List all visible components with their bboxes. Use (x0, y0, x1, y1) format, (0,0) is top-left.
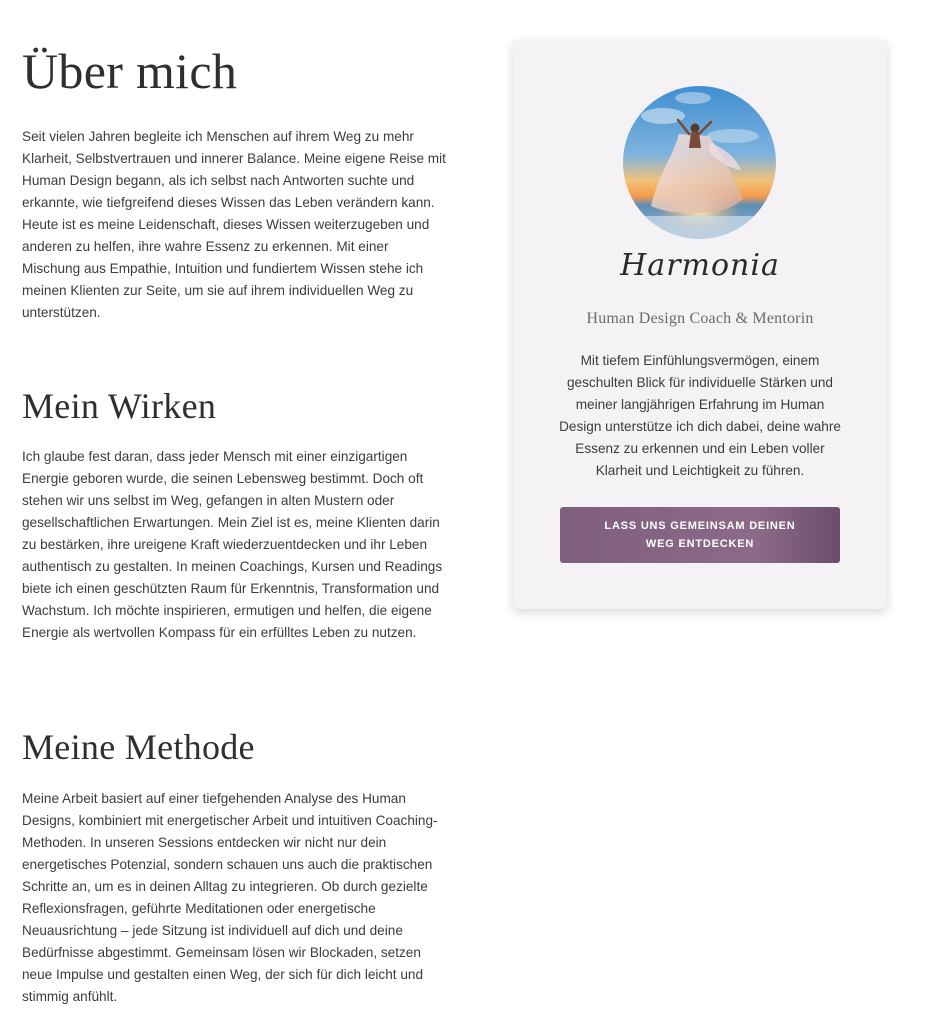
cta-button[interactable]: LASS UNS GEMEINSAM DEINEN WEG ENTDECKEN (560, 507, 840, 563)
about-text: Seit vielen Jahren begleite ich Menschen auf ihrem Weg zu mehr Klarheit, Selbstvertrauen und innerer Balance. Meine eigene Reise mit Human Design begann, als ich selbst nach Antworten suchte und erkannte, wie tiefgreifend dieses Wissen das Leben verändern kann. Heute ist es meine Leidenschaft, dieses Wissen weiterzugeben und anderen zu helfen, ihre wahre Essenz zu erkennen. Mit einer Mischung aus Empathie, Intuition und fundiertem Wissen stehe ich meinen Klienten zur Seite, um sie auf ihrem individuellen Weg zu unterstützen. (22, 129, 446, 320)
about-heading: Über mich (22, 43, 238, 99)
woman-dancing-sunset-icon (623, 86, 776, 239)
work-text: Ich glaube fest daran, dass jeder Mensch mit einer einzigartigen Energie geboren wurde, die seinen Lebensweg bestimmt. Doch oft stehen wir uns selbst im Weg, gefangen in alten Mustern oder gesellschaftlichen Erwartungen. Mein Ziel ist es, meine Klienten darin zu bestärken, ihre ureigene Kraft wiederzuentdecken und ihr Leben authentisch zu gestalten. In meinen Coachings, Kursen und Readings biete ich einen geschützten Raum für Erkenntnis, Transformation und Wachstum. Ich möchte inspirieren, ermutigen und helfen, die eigene Energie als wertvollen Kompass für ein erfülltes Leben zu nutzen. (22, 449, 443, 640)
profile-card (513, 40, 887, 609)
method-text: Meine Arbeit basiert auf einer tiefgehenden Analyse des Human Designs, kombiniert mit energetischer Arbeit und intuitiven Coaching-Methoden. In unseren Sessions entdecken wir nicht nur dein energetisches Potenzial, sondern schauen uns auch die praktischen Schritte an, um es in deinen Alltag zu integrieren. Ob durch gezielte Reflexionsfragen, geführte Meditationen oder energetische Neuausrichtung – jede Sitzung ist individuell auf dich und deine Bedürfnisse abgestimmt. Gemeinsam lösen wir Blockaden, setzen neue Impulse und gestalten einen Weg, der sich für dich leicht und stimmig anfühlt. (22, 791, 438, 1004)
work-heading: Mein Wirken (22, 386, 217, 426)
method-heading: Meine Methode (22, 727, 255, 767)
card-subtitle: Human Design Coach & Mentorin (586, 310, 814, 327)
avatar (623, 86, 776, 239)
brand-logo: Harmonia (620, 248, 780, 283)
card-description: Mit tiefem Einfühlungsvermögen, einem geschulten Blick für individuelle Stärken und meiner langjährigen Erfahrung im Human Design unterstütze ich dich dabei, deine wahre Essenz zu erkennen und ein Leben voller Klarheit und Leichtigkeit zu führen. (559, 353, 841, 478)
